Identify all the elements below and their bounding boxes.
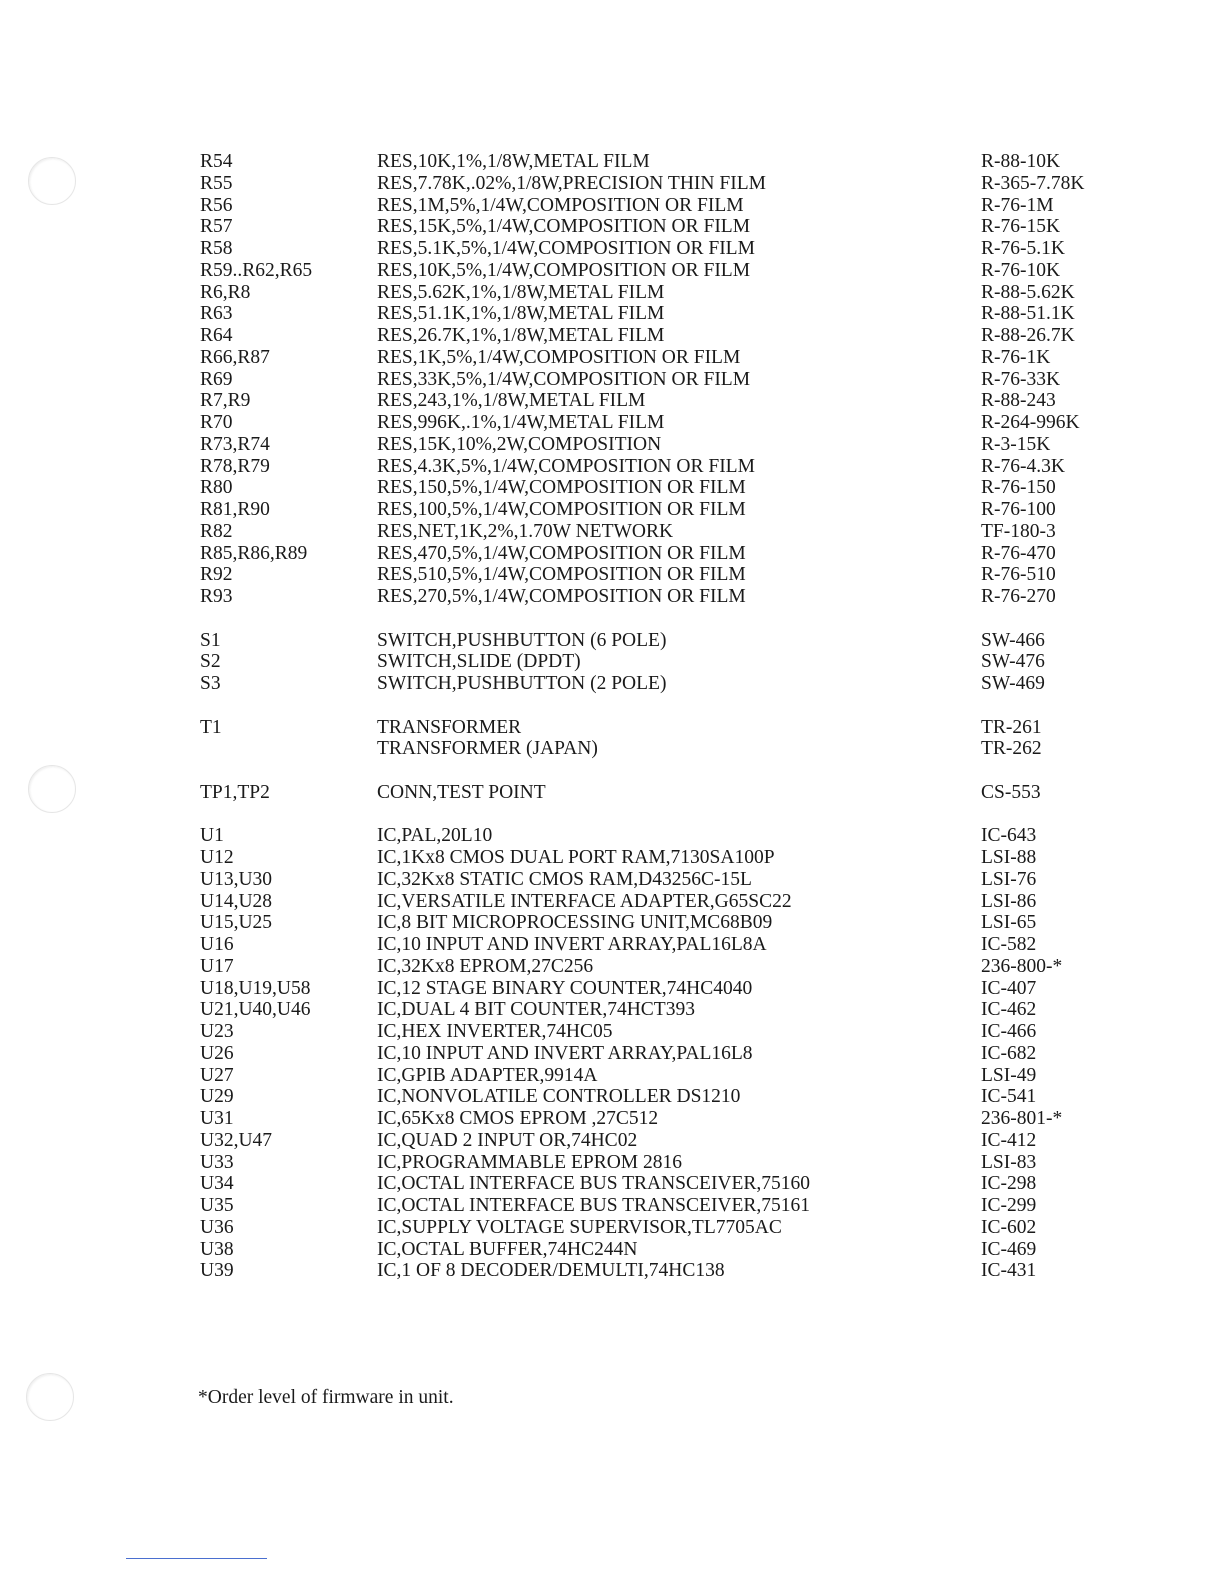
- table-row: [200, 543, 1100, 565]
- table-row: [200, 738, 1100, 760]
- table-row: [200, 260, 1100, 282]
- reference-designator: R6,R8: [200, 281, 251, 303]
- part-description: IC,NONVOLATILE CONTROLLER DS1210: [377, 1086, 741, 1108]
- part-number: IC-407: [981, 977, 1037, 999]
- part-number: 236-800-*: [981, 955, 1063, 977]
- part-description: IC,PAL,20L10: [377, 825, 493, 847]
- group-spacer: [200, 608, 1100, 630]
- group-spacer: [200, 804, 1100, 826]
- part-number: CS-553: [981, 781, 1041, 803]
- reference-designator: U23: [200, 1021, 234, 1042]
- table-row: [200, 1195, 1100, 1217]
- group-spacer: [200, 695, 1100, 717]
- part-number: SW-469: [981, 673, 1045, 694]
- part-description: CONN,TEST POINT: [377, 781, 546, 803]
- table-row: [200, 1086, 1100, 1108]
- reference-designator: U18,U19,U58: [200, 977, 311, 999]
- part-description: RES,996K,.1%,1/4W,METAL FILM: [377, 412, 665, 433]
- group-spacer: [200, 760, 1100, 782]
- part-number: R-88-51.1K: [981, 303, 1075, 325]
- part-number: R-76-1M: [981, 194, 1054, 216]
- reference-designator: R54: [200, 151, 233, 172]
- part-description: RES,1K,5%,1/4W,COMPOSITION OR FILM: [377, 346, 741, 368]
- table-row: [200, 173, 1100, 195]
- part-number: R-76-470: [981, 542, 1056, 564]
- part-number: R-76-5.1K: [981, 238, 1065, 259]
- reference-designator: S2: [200, 651, 221, 673]
- reference-designator: R80: [200, 477, 233, 499]
- reference-designator: U32,U47: [200, 1129, 273, 1151]
- table-row: [200, 1173, 1100, 1195]
- part-description: IC,HEX INVERTER,74HC05: [377, 1021, 613, 1042]
- table-row: [200, 195, 1100, 217]
- reference-designator: U14,U28: [200, 890, 273, 912]
- table-row: [200, 347, 1100, 369]
- punch-hole-middle: [28, 765, 76, 813]
- parts-list-table: [200, 151, 1100, 1282]
- table-row: [200, 1021, 1100, 1043]
- part-description: TRANSFORMER: [377, 716, 522, 738]
- table-row: [200, 956, 1100, 978]
- part-description: RES,NET,1K,2%,1.70W NETWORK: [377, 520, 674, 542]
- part-description: RES,5.62K,1%,1/8W,METAL FILM: [377, 281, 665, 303]
- table-row: [200, 978, 1100, 1000]
- reference-designator: U16: [200, 934, 234, 955]
- part-description: IC,VERSATILE INTERFACE ADAPTER,G65SC22: [377, 890, 792, 912]
- part-number: TR-261: [981, 716, 1042, 738]
- footnote: *Order level of firmware in unit.: [198, 1387, 454, 1408]
- part-description: RES,243,1%,1/8W,METAL FILM: [377, 390, 646, 412]
- table-row: [200, 1217, 1100, 1239]
- reference-designator: R59..R62,R65: [200, 259, 313, 281]
- part-description: TRANSFORMER (JAPAN): [377, 738, 598, 760]
- part-number: IC-602: [981, 1216, 1037, 1238]
- reference-designator: U38: [200, 1238, 234, 1260]
- table-row: [200, 521, 1100, 543]
- table-row: [200, 999, 1100, 1021]
- table-row: [200, 1152, 1100, 1174]
- part-description: IC,SUPPLY VOLTAGE SUPERVISOR,TL7705AC: [377, 1216, 782, 1238]
- part-description: RES,51.1K,1%,1/8W,METAL FILM: [377, 303, 665, 325]
- part-description: IC,12 STAGE BINARY COUNTER,74HC4040: [377, 977, 753, 999]
- table-row: [200, 1065, 1100, 1087]
- reference-designator: R78,R79: [200, 455, 270, 477]
- reference-designator: U39: [200, 1260, 234, 1282]
- table-row: [200, 390, 1100, 412]
- part-description: RES,33K,5%,1/4W,COMPOSITION OR FILM: [377, 368, 751, 390]
- table-row: [200, 869, 1100, 891]
- table-row: [200, 1130, 1100, 1152]
- reference-designator: T1: [200, 716, 222, 738]
- punch-hole-bottom: [26, 1373, 74, 1421]
- reference-designator: TP1,TP2: [200, 781, 270, 803]
- part-description: RES,100,5%,1/4W,COMPOSITION OR FILM: [377, 499, 746, 520]
- part-number: TF-180-3: [981, 520, 1056, 542]
- table-row: [200, 934, 1100, 956]
- part-number: IC-682: [981, 1042, 1037, 1064]
- part-number: R-76-15K: [981, 216, 1061, 238]
- reference-designator: R58: [200, 238, 233, 259]
- part-description: RES,150,5%,1/4W,COMPOSITION OR FILM: [377, 477, 746, 499]
- part-description: IC,32Kx8 EPROM,27C256: [377, 955, 594, 977]
- table-row: [200, 151, 1100, 173]
- reference-designator: R63: [200, 303, 233, 325]
- part-description: RES,10K,5%,1/4W,COMPOSITION OR FILM: [377, 259, 751, 281]
- part-number: R-88-26.7K: [981, 325, 1075, 346]
- table-row: [200, 651, 1100, 673]
- reference-designator: R92: [200, 564, 233, 586]
- part-number: R-365-7.78K: [981, 172, 1085, 194]
- part-number: LSI-88: [981, 847, 1037, 868]
- reference-designator: S1: [200, 629, 221, 651]
- part-description: RES,26.7K,1%,1/8W,METAL FILM: [377, 325, 665, 346]
- part-description: IC,PROGRAMMABLE EPROM 2816: [377, 1151, 683, 1173]
- table-row: [200, 847, 1100, 869]
- part-description: SWITCH,SLIDE (DPDT): [377, 651, 581, 673]
- reference-designator: U15,U25: [200, 912, 273, 934]
- part-description: IC,10 INPUT AND INVERT ARRAY,PAL16L8A: [377, 934, 767, 955]
- part-number: R-3-15K: [981, 433, 1051, 455]
- part-number: R-88-243: [981, 390, 1056, 412]
- reference-designator: R93: [200, 586, 233, 607]
- table-row: [200, 325, 1100, 347]
- table-row: [200, 1108, 1100, 1130]
- table-row: [200, 564, 1100, 586]
- part-number: R-76-4.3K: [981, 455, 1065, 477]
- part-number: LSI-49: [981, 1064, 1037, 1086]
- punch-hole-top: [28, 157, 76, 205]
- part-number: IC-541: [981, 1086, 1037, 1108]
- table-row: [200, 630, 1100, 652]
- part-description: IC,1 OF 8 DECODER/DEMULTI,74HC138: [377, 1260, 725, 1282]
- table-row: [200, 1260, 1100, 1282]
- table-row: [200, 412, 1100, 434]
- reference-designator: U36: [200, 1216, 234, 1238]
- reference-designator: U29: [200, 1086, 234, 1108]
- table-row: [200, 499, 1100, 521]
- reference-designator: U12: [200, 847, 234, 868]
- reference-designator: R82: [200, 520, 233, 542]
- reference-designator: U17: [200, 955, 234, 977]
- reference-designator: U21,U40,U46: [200, 999, 311, 1021]
- part-description: RES,15K,10%,2W,COMPOSITION: [377, 433, 662, 455]
- table-row: [200, 456, 1100, 478]
- part-description: IC,1Kx8 CMOS DUAL PORT RAM,7130SA100P: [377, 847, 775, 868]
- part-number: IC-643: [981, 825, 1037, 847]
- part-number: LSI-65: [981, 912, 1037, 934]
- reference-designator: U31: [200, 1108, 234, 1129]
- reference-designator: R69: [200, 368, 233, 390]
- parts-list-body: [200, 151, 1100, 1282]
- part-description: IC,DUAL 4 BIT COUNTER,74HCT393: [377, 999, 695, 1021]
- footer-rule: [126, 1558, 267, 1559]
- table-row: [200, 825, 1100, 847]
- part-description: IC,GPIB ADAPTER,9914A: [377, 1064, 598, 1086]
- table-row: [200, 477, 1100, 499]
- part-number: IC-299: [981, 1195, 1037, 1216]
- part-number: R-76-1K: [981, 346, 1051, 368]
- part-description: IC,32Kx8 STATIC CMOS RAM,D43256C-15L: [377, 868, 752, 890]
- part-number: IC-466: [981, 1021, 1037, 1042]
- table-row: [200, 673, 1100, 695]
- part-description: RES,10K,1%,1/8W,METAL FILM: [377, 151, 650, 172]
- part-number: R-76-33K: [981, 368, 1061, 390]
- part-number: SW-466: [981, 629, 1045, 651]
- part-number: R-76-510: [981, 564, 1056, 586]
- part-description: IC,65Kx8 CMOS EPROM ,27C512: [377, 1108, 659, 1129]
- part-description: RES,470,5%,1/4W,COMPOSITION OR FILM: [377, 542, 746, 564]
- reference-designator: R57: [200, 216, 233, 238]
- part-number: R-76-10K: [981, 259, 1061, 281]
- reference-designator: R55: [200, 172, 233, 194]
- reference-designator: [200, 738, 377, 760]
- part-number: SW-476: [981, 651, 1045, 673]
- part-number: IC-582: [981, 934, 1037, 955]
- reference-designator: U26: [200, 1042, 234, 1064]
- part-number: IC-412: [981, 1129, 1037, 1151]
- reference-designator: U27: [200, 1064, 234, 1086]
- part-description: IC,OCTAL INTERFACE BUS TRANSCEIVER,75160: [377, 1173, 811, 1195]
- table-row: [200, 216, 1100, 238]
- reference-designator: R66,R87: [200, 346, 270, 368]
- table-row: [200, 434, 1100, 456]
- part-number: R-76-100: [981, 499, 1056, 520]
- table-row: [200, 586, 1100, 608]
- part-number: LSI-86: [981, 890, 1037, 912]
- part-description: IC,10 INPUT AND INVERT ARRAY,PAL16L8: [377, 1042, 753, 1064]
- table-row: [200, 282, 1100, 304]
- reference-designator: U35: [200, 1195, 234, 1216]
- part-number: R-76-270: [981, 586, 1056, 607]
- table-row: [200, 303, 1100, 325]
- part-number: R-88-5.62K: [981, 281, 1075, 303]
- reference-designator: S3: [200, 673, 221, 694]
- table-row: [200, 1239, 1100, 1261]
- table-row: [200, 238, 1100, 260]
- part-description: RES,510,5%,1/4W,COMPOSITION OR FILM: [377, 564, 746, 586]
- reference-designator: R7,R9: [200, 390, 251, 412]
- table-row: [200, 782, 1100, 804]
- part-description: IC,QUAD 2 INPUT OR,74HC02: [377, 1129, 638, 1151]
- part-description: RES,4.3K,5%,1/4W,COMPOSITION OR FILM: [377, 455, 755, 477]
- part-description: RES,270,5%,1/4W,COMPOSITION OR FILM: [377, 586, 746, 607]
- reference-designator: R85,R86,R89: [200, 542, 308, 564]
- part-description: RES,1M,5%,1/4W,COMPOSITION OR FILM: [377, 194, 744, 216]
- part-number: LSI-76: [981, 868, 1037, 890]
- part-description: RES,7.78K,.02%,1/8W,PRECISION THIN FILM: [377, 172, 766, 194]
- reference-designator: U34: [200, 1173, 234, 1195]
- table-row: [200, 369, 1100, 391]
- reference-designator: R70: [200, 412, 233, 433]
- reference-designator: R64: [200, 325, 233, 346]
- part-number: TR-262: [981, 738, 1042, 760]
- table-row: [200, 717, 1100, 739]
- part-description: RES,5.1K,5%,1/4W,COMPOSITION OR FILM: [377, 238, 755, 259]
- part-number: IC-431: [981, 1260, 1037, 1282]
- table-row: [200, 912, 1100, 934]
- part-description: SWITCH,PUSHBUTTON (6 POLE): [377, 629, 667, 651]
- part-description: SWITCH,PUSHBUTTON (2 POLE): [377, 673, 667, 694]
- part-description: IC,OCTAL BUFFER,74HC244N: [377, 1238, 638, 1260]
- part-description: IC,8 BIT MICROPROCESSING UNIT,MC68B09: [377, 912, 773, 934]
- part-number: IC-298: [981, 1173, 1037, 1195]
- table-row: [200, 891, 1100, 913]
- table-row: [200, 1043, 1100, 1065]
- part-number: IC-462: [981, 999, 1037, 1021]
- part-number: IC-469: [981, 1238, 1037, 1260]
- part-number: R-88-10K: [981, 151, 1061, 172]
- part-number: 236-801-*: [981, 1108, 1063, 1129]
- part-description: IC,OCTAL INTERFACE BUS TRANSCEIVER,75161: [377, 1195, 811, 1216]
- reference-designator: R81,R90: [200, 499, 270, 520]
- reference-designator: U1: [200, 825, 224, 847]
- reference-designator: R56: [200, 194, 233, 216]
- part-description: RES,15K,5%,1/4W,COMPOSITION OR FILM: [377, 216, 751, 238]
- reference-designator: R73,R74: [200, 433, 270, 455]
- part-number: R-264-996K: [981, 412, 1080, 433]
- reference-designator: U33: [200, 1151, 234, 1173]
- part-number: R-76-150: [981, 477, 1056, 499]
- part-number: LSI-83: [981, 1151, 1037, 1173]
- reference-designator: U13,U30: [200, 868, 273, 890]
